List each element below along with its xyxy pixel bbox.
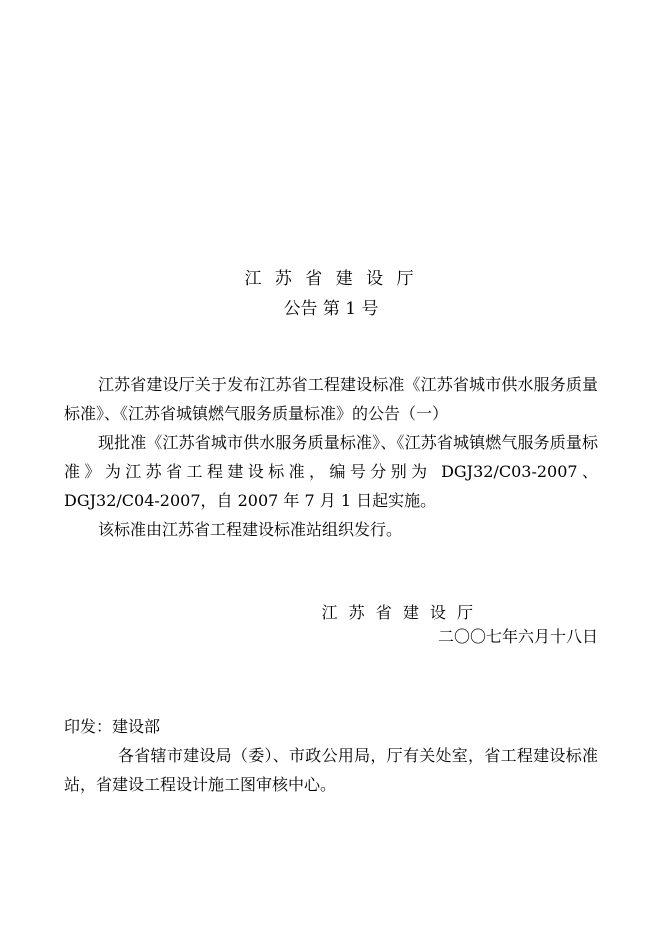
notice-paragraph-2: 该标准由江苏省工程建设标准站组织发行。 [98,520,403,539]
notice-title-paragraph: 江苏省建设厅关于发布江苏省工程建设标准《江苏省城市供水服务质量标准》、《江苏省城镇燃气服务质量标准》的公告（一） [64,375,598,423]
signature-issuer: 江 苏 省 建 设 厅 [321,603,476,622]
distribution-label: 印发：建设部 [64,717,161,736]
distribution-section [64,712,598,799]
header-notice-number: 公告 第 1 号 [283,299,379,319]
notice-paragraph-1: 现批准《江苏省城市供水服务质量标准》、《江苏省城镇燃气服务质量标准》为江苏省工程建设标准，编号分别为 DGJ32/C03-2007、DGJ32/C04-2007，自 2007 年 7 月 1 日起实施。 [64,433,598,510]
header-issuer: 江 苏 省 建 设 厅 [244,269,418,289]
notice-body [64,370,598,544]
distribution-recipients: 各省辖市建设局（委）、市政公用局，厅有关处室，省工程建设标准站，省建设工程设计施工图审核中心。 [64,746,598,794]
signature-date: 二〇〇七年六月十八日 [437,627,598,646]
